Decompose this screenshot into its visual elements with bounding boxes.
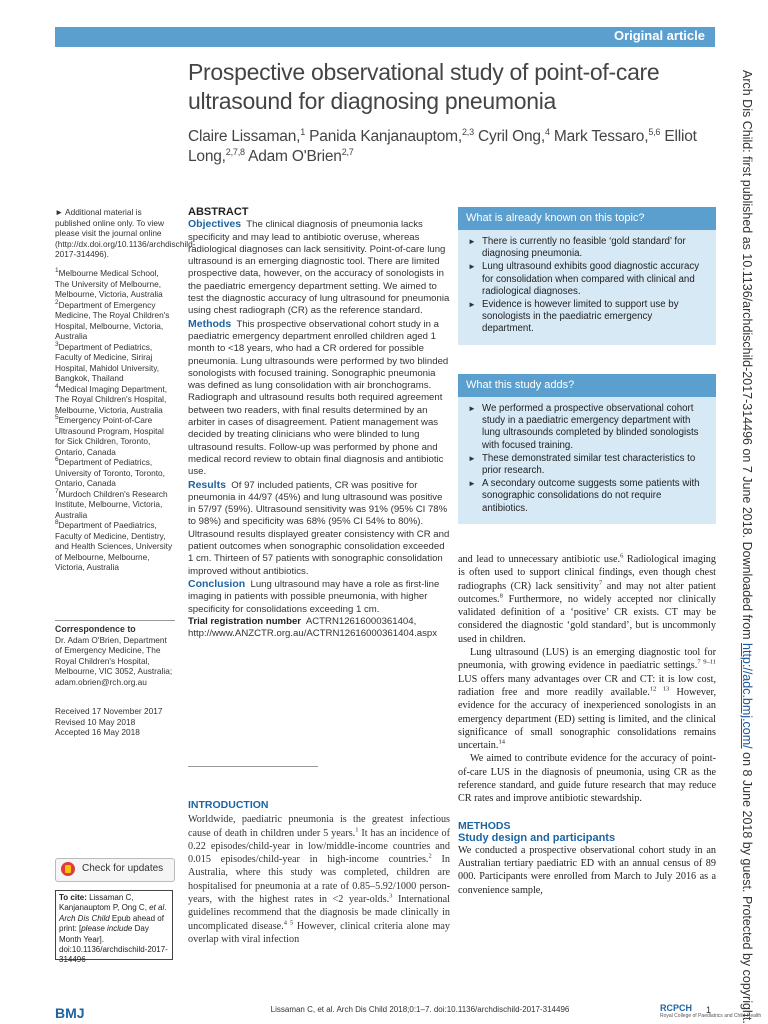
rcpch-name: RCPCH (660, 1003, 693, 1013)
correspondence-text: Dr. Adam O'Brien, Department of Emergency Medicine, The Royal Children's Hospital, Melbourne, VIC 3052, Australia; adam.obrien@rch.org.au (55, 634, 173, 687)
margin-link[interactable]: http://adc.bmj.com/ (740, 643, 754, 749)
rcpch-sub: Royal College of Paediatrics and Child Health (660, 1013, 762, 1019)
conclusion-label: Conclusion (188, 577, 246, 590)
author-list: Claire Lissaman,$^1$ Panida Kanjanauptom,$^{2,3}$ Cyril Ong,$^4$ Mark Tessaro,$^{5,6}$ Elliot Long,$^{2,7,8}$ Adam O'Brien$^{2,7}$ (188, 126, 697, 165)
affiliations (55, 268, 175, 573)
paragraph-1: and lead to unnecessary antibiotic use.$^6$ Radiological imaging is often used to support clinical findings, even though chest radiographs (CR) lack sensitivity$^7$ and may not alter patient outcomes.$^8$ Furthermore, no widely accepted nor clinically validated definition of a ‘positive’ CR exists. CT may be considered the diagnostic ‘gold standard’, but is uncommonly used in children. (458, 552, 716, 645)
affiliation-item: $^1$Melbourne Medical School, The University of Melbourne, Melbourne, Victoria, Australia (55, 267, 163, 299)
bullet-item: ► There is currently no feasible ‘gold standard’ for diagnosing pneumonia. (482, 236, 706, 260)
abstract-divider (188, 766, 318, 767)
to-cite-box: To cite: Lissaman C, Kanjanauptom P, Ong C, et al. Arch Dis Child Epub ahead of print: [please include Day Month Year]. doi:10.1136/archdischild-2017-314496 (55, 890, 173, 960)
article-title: Prospective observational study of point-of-care ultrasound for diagnosing pneumonia (188, 59, 660, 114)
affiliation-item: $^8$Department of Paediatrics, Faculty of Medicine, Dentistry, and Health Sciences, University of Melbourne, Melbourne, Victoria, Australia (55, 519, 173, 572)
check-updates-label: Check for updates (82, 863, 164, 874)
known-list (458, 230, 716, 345)
category-label: Original article (613, 28, 705, 43)
bullet-item: ► These demonstrated similar test characteristics to prior research. (482, 453, 706, 477)
objectives-label: Objectives (188, 218, 242, 231)
trial-label: Trial registration number (188, 615, 302, 627)
methods-heading: METHODS (458, 819, 511, 832)
bullet-item: ► A secondary outcome suggests some patients with sonographic consolidations do not require antibiotics. (482, 478, 706, 515)
affiliation-item: $^4$Medical Imaging Department, The Royal Children's Hospital, Melbourne, Victoria, Australia (55, 382, 167, 415)
affiliation-item: $^6$Department of Pediatrics, University of Toronto, Toronto, Ontario, Canada (55, 456, 165, 488)
study-design-subheading: Study design and participants (458, 831, 616, 844)
trial-text: ACTRN12616000361404, http://www.ANZCTR.org.au/ACTRN12616000361404.aspx (188, 615, 438, 640)
page-number: 1 (706, 1005, 712, 1015)
bullet-item: ► Lung ultrasound exhibits good diagnostic accuracy for consolidation when compared with clinical and radiological diagnoses. (482, 261, 706, 298)
date-accepted: Accepted 16 May 2018 (55, 727, 140, 737)
introduction (188, 799, 450, 946)
crossmark-icon (61, 862, 75, 876)
article-dates (55, 706, 175, 738)
bullet-item: ► We performed a prospective observational cohort study in a paediatric emergency department with lung ultrasounds completed by blinded sonologists with focused training. (482, 403, 706, 452)
date-received: Received 17 November 2017 (55, 706, 163, 716)
adds-list (458, 397, 716, 524)
conclusion-text: Lung ultrasound may have a role as first-line imaging in patients with possible pneumonia, with higher specificity for consolidations exceeding 1 cm. (188, 578, 440, 615)
margin-text-2: on 8 June 2018 by guest. Protected by copyright. (740, 748, 754, 1024)
copyright-margin (736, 70, 760, 1024)
correspondence-heading: Correspondence to (55, 624, 136, 634)
bmj-logo: BMJ (55, 1005, 85, 1021)
abstract (188, 206, 450, 640)
results-label: Results (188, 478, 226, 491)
body-column-2 (458, 553, 716, 897)
adds-box (458, 374, 716, 524)
affiliation-item: $^5$Emergency Point-of-Care Ultrasound Program, Hospital for Sick Children, Toronto, Ontario, Canada (55, 414, 164, 457)
objectives-text: The clinical diagnosis of pneumonia lacks specificity and may lead to antibiotic overuse, whereas radiological diagnoses can lack sensitivity. Point-of-care lung ultrasound is an emerging diagnostic tool. There are limited prospective data, however, on the accuracy of sonologists in the paediatric emergency department setting. We aimed to test the diagnostic accuracy of lung ultrasound for pneumonia using chest radiograph (CR) as the reference standard. (188, 219, 450, 317)
paragraph-4: We conducted a prospective observational cohort study in an Australian tertiary paediatric ED with an annual census of 89 000. Participants were enrolled from March to July 2016 as a convenience sample, (458, 844, 716, 896)
category-bar (55, 27, 715, 47)
paragraph-2: Lung ultrasound (LUS) is an emerging diagnostic tool for pneumonia, with growing evidence in paediatric settings.$^{7 9-11}$ LUS offers many advantages over CR and CT: it is low cost, radiation free and more readily available.$^{12 13}$ However, evidence for the accuracy of inexperienced sonologists in an emergency department (ED) setting is limited, and the clinical significance of small sonographic consolidations remains uncertain.$^{14}$ (458, 647, 717, 752)
introduction-text: Worldwide, paediatric pneumonia is the greatest infectious cause of death in children under 5 years.$^1$ It has an incidence of 0.22 episodes/child-year in low/middle-income countries and 0.015 episodes/child-year in high-income countries.$^2$ In Australia, where this study was completed, children are hospitalised for pneumonia at a rate of 0.85–5.92/1000 person-years, with the highest rates in <2 year-olds.$^3$ International guidelines recommend that the diagnosis be made clinically in uncomplicated disease.$^{4 5}$ However, clinical criteria alone may overlap with viral infection (188, 814, 451, 945)
check-updates-button[interactable] (55, 858, 175, 882)
date-revised: Revised 10 May 2018 (55, 716, 136, 727)
known-box-heading: What is already known on this topic? (458, 207, 716, 230)
known-box (458, 207, 716, 345)
correspondence (55, 624, 175, 687)
introduction-heading: INTRODUCTION (188, 799, 269, 811)
methods-text: This prospective observational cohort study in a paediatric emergency department enrolled children aged 1 month to <18 years, who had a CR ordered for possible pneumonia. Lung ultrasounds were performed by two blinded sonologists with focused training. Sonographic pneumonia was defined as lung consolidation with air bronchograms. Radiograph and ultrasound results both required agreement between two readers, with final results determined by an arbiter in cases of disagreement. Patient management was decided by treating clinicians who were blinded to lung ultrasound results. Follow-up was performed by phone and medical record review to obtain final diagnosis and antibiotic use. (188, 318, 449, 478)
results-text: Of 97 included patients, CR was positive for pneumonia in 44/97 (45%) and lung ultrasound was positive in 57/97 (59%). Ultrasound sensitivity was 91% (95% CI 78% to 98%) and specificity was 68% (95% CI 54% to 80%). Ultrasound results displayed greater consistency with CR and patient outcomes when sonographic consolidation exceeded 1 cm. Thirteen of 57 patients with sonographic consolidation improved without antibiotics. (188, 479, 450, 577)
footer-citation: Lissaman C, et al. Arch Dis Child 2018;0:1–7. doi:10.1136/archdischild-2017-314496 (270, 1005, 570, 1014)
affiliation-item: $^3$Department of Pediatrics, Faculty of Medicine, Siriraj Hospital, Mahidol University, Bangkok, Thailand (55, 340, 160, 383)
methods-label: Methods (188, 317, 232, 330)
paragraph-3: We aimed to contribute evidence for the accuracy of point-of-care LUS in the diagnosis of pneumonia, using CR as the reference standard, and guide future research that may reduce CR rates and improve antibiotic stewardship. (458, 753, 716, 805)
abstract-heading: ABSTRACT (188, 206, 249, 218)
affiliation-item: $^2$Department of Emergency Medicine, The Royal Children's Hospital, Melbourne, Victoria, Australia (55, 298, 170, 341)
affiliation-item: $^7$Murdoch Children's Research Institute, Melbourne, Victoria, Australia (55, 487, 168, 520)
supplementary-note: ► Additional material is published online only. To view please visit the journal online (http://dx.doi.org/10.1136/archdischild-2017-314496). (55, 207, 196, 259)
adds-box-heading: What this study adds? (458, 374, 716, 397)
margin-text-1: Arch Dis Child: first published as 10.1136/archdischild-2017-314496 on 7 June 2018. Downloaded from (740, 70, 754, 644)
bullet-item: ► Evidence is however limited to support use by sonologists in the paediatric emergency department. (482, 299, 706, 336)
sidebar-divider (55, 620, 175, 621)
